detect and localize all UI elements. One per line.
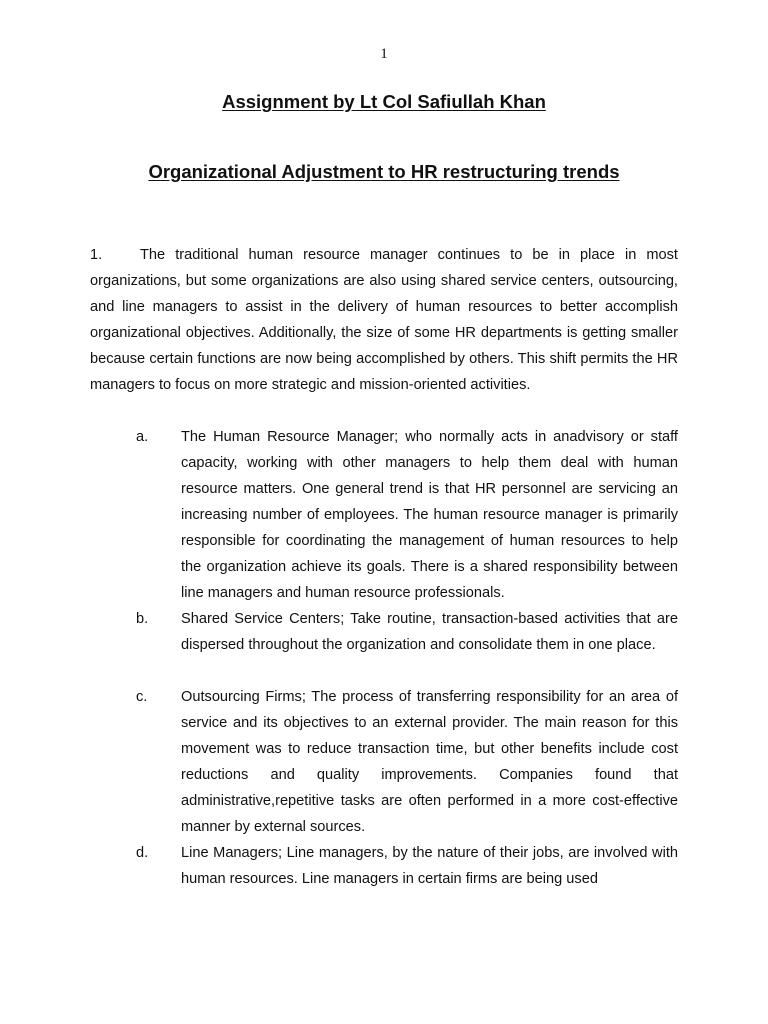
paragraph-1 (90, 242, 678, 398)
document-title: Assignment by Lt Col Safiullah Khan (222, 91, 546, 112)
list-marker: c. (136, 689, 148, 705)
list-item-text: Line Managers; Line managers, by the nature of their jobs, are involved with human resources. Line managers in certain firms are being used (181, 845, 678, 887)
list-item-text: Outsourcing Firms; The process of transferring responsibility for an area of service and its objectives to an external provider. The main reason for this movement was to reduce transaction time, but other benefits include cost reductions and quality improvements. Companies found that administrative,repetitive tasks are often performed in a more cost-effective manner by external sources. (181, 689, 678, 835)
paragraph-text: The traditional human resource manager continues to be in place in most organizations, but some organizations are also using shared service centers, outsourcing, and line managers to assist in the delivery of human resources to better accomplish organizational objectives. Additionally, the size of some HR departments is getting smaller because certain functions are now being accomplished by others. This shift permits the HR managers to focus on more strategic and mission-oriented activities. (90, 247, 678, 393)
list-marker: d. (136, 845, 149, 861)
document-subtitle: Organizational Adjustment to HR restructuring trends (148, 161, 620, 182)
paragraph-number: 1. (90, 247, 103, 263)
page-number: 1 (380, 46, 388, 62)
list-item-text: Shared Service Centers; Take routine, transaction-based activities that are dispersed throughout the organization and consolidate them in one place. (181, 611, 678, 653)
list-item-text: The Human Resource Manager; who normally acts in anadvisory or staff capacity, working with other managers to help them deal with human resource matters. One general trend is that HR personnel are servicing an increasing number of employees. The human resource manager is primarily responsible for coordinating the management of human resources to help the organization achieve its goals. There is a shared responsibility between line managers and human resource professionals. (181, 429, 678, 601)
list-marker: a. (136, 429, 149, 445)
list-marker: b. (136, 611, 149, 627)
